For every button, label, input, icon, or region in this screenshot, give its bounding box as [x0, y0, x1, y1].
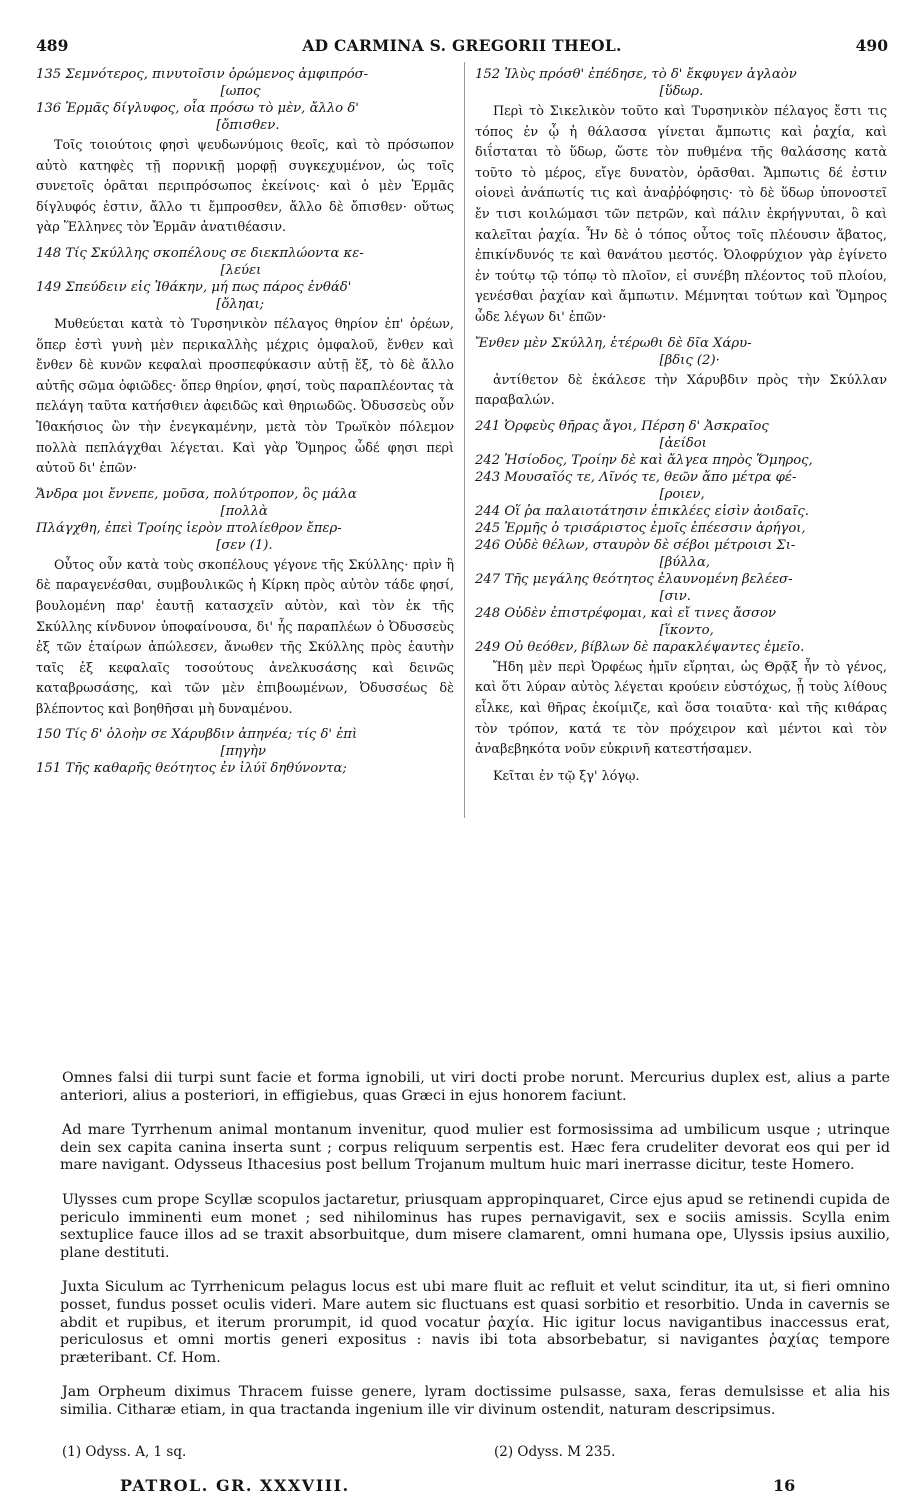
scholion-paragraph: Κεῖται ἐν τῷ ξγ' λόγῳ.	[493, 768, 640, 784]
verse-block: 148 Τίς Σκύλλης σκοπέλους σε διεκπλώοντα κε- [λεύει	[36, 245, 364, 278]
latin-translation	[60, 1070, 890, 1437]
printer-signature: PATROL. GR. XXXVIII.	[120, 1476, 350, 1495]
scholion-paragraph: Ἤδη μὲν περὶ Ὀρφέως ἡμῖν εἴρηται, ὡς Θρᾷξ ἦν τὸ γένος, καὶ ὅτι λύραν αὐτὸς λέγεται κρούειν εὐστόχως, ᾗ τοὺς λίθους εἷλκε, καὶ θῆρας ἐκοίμιζε, καὶ ὅσα τοιαῦτα· καὶ τῆς κιθάρας τὸν τρόπον, κατά τε τὸν πρόχειρον καὶ μέντοι καὶ τὸν ἀναβεβηκότα νοῦν εὐκρινῆ κατεστήσαμεν.	[475, 659, 892, 758]
right-greek-column	[475, 66, 892, 793]
verse-block: 150 Τίς δ' ὀλοὴν σε Χάρυβδιν ἀπηνέα; τίς δ' ἐπὶ [πηγὴν 151 Τῆς καθαρῆς θεότητος ἐν ἰλύϊ δηθύνοντα;	[36, 727, 358, 777]
scholion-paragraph: ἀντίθετον δὲ ἐκάλεσε τὴν Χάρυβδιν πρὸς τὴν Σκύλλαν παραβαλών.	[475, 372, 892, 409]
footnote-2: (2) Odyss. M 235.	[494, 1444, 616, 1460]
verse-block: 136 Ἑρμᾶς δίγλυφος, οἷα πρόσω τὸ μὲν, ἄλλο δ' [ὄπισθεν.	[36, 101, 359, 133]
column-divider	[464, 62, 465, 818]
homer-quotation: Ἄνδρα μοι ἔννεπε, μοῦσα, πολύτροπον, ὃς μάλα [πολλὰ Πλάγχθη, ἐπεὶ Τροίης ἱερὸν πτολίεθρον ἔπερ- [σεν (1).	[36, 486, 357, 553]
scholion-paragraph: Οὗτος οὖν κατὰ τοὺς σκοπέλους γέγονε τῆς Σκύλλης· πρὶν ἢ δὲ παραγενέσθαι, συμβουλικῶς ἡ Κίρκη πρὸς αὐτὸν τάδε φησί, βουλομένη παρ' ἑαυτῇ κατασχεῖν αὐτὸν, καὶ τὸν ἐκ τῆς Σκύλλης κίνδυνον ὑποφαίνουσα, δι' ἧς παραπλέων ὁ Ὀδυσσεὺς ἐξ τῶν ἑταίρων ἀπώλεσεν, ἄνωθεν τῆς Σκύλλης πρὸς ἑαυτὴν ταῖς ἐξ κεφαλαῖς τοσούτους ἀνελκυσάσης καὶ δεινῶς καταβρωσάσης, καὶ τῶν μὲν ἐπιβοωμένων, Ὀδυσσέως δὲ βλέποντος καὶ βοηθῆσαι μὴ δυναμένου.	[36, 557, 459, 717]
latin-paragraph: Jam Orpheum diximus Thracem fuisse genere, lyram doctissime pulsasse, saxa, feras demulsisse et alia his similia. Citharæ etiam, in qua tractanda ingenium ille vir divinum ostendit, naturam descripsimus.	[60, 1384, 890, 1418]
verse-block: 241 Ὀρφεὺς θῆρας ἄγοι, Πέρση δ' Ἀσκραῖος [ἀείδοι 242 Ἡσίοδος, Τροίην δὲ καὶ ἄλγεα πηρὸς Ὅμηρος, 243 Μουσαῖός τε, Λῖνός τε, θεῶν ἄπο μέτρα φέ- [ροιεν, 244 Οἵ ῥα παλαιοτάτησιν ἐπικλέες εἰσὶν ἀοιδαῖς. 245 Ἑρμῆς ὁ τρισάριστος ἐμοῖς ἐπέεσσιν ἀρήγοι, 246 Οὐδὲ θέλων, σταυρὸν δὲ σέβοι μέτροισι Σι- [βύλλα, 247 Τῆς μεγάλης θεότητος ἐλαυνομένη βελέεσ- [σιν. 248 Οὐδὲν ἐπιστρέφομαι, καὶ εἴ τινες ἄσσον [ἵκοντο, 249 Οὐ θεόθεν, βίβλων δὲ παρακλέψαντες ἐμεῖο.	[475, 418, 813, 655]
verse-block: 135 Σεμνότερος, πινυτοῖσιν ὁρώμενος ἀμφιπρόσ- [ωπος	[36, 67, 369, 99]
scholion-paragraph: Μυθεύεται κατὰ τὸ Τυρσηνικὸν πέλαγος θηρίον ἐπ' ὀρέων, ὅπερ ἐστὶ γυνὴ μὲν περικαλλὴς μέχρις ὀμφαλοῦ, ἔνθεν καὶ ἔνθεν δὲ κυνῶν κεφαλαὶ προσπεφύκασιν αὐτῇ ἕξ, τὸ δὲ ἄλλο αὐτῆς σῶμα ὀφιῶδες· ὅπερ θηρίον, φησί, τοὺς παραπλέοντας τὰ πελάγη ταῦτα κατήσθιεν ἀφειδῶς καὶ θηριωδῶς. Ὀδυσσεὺς οὖν Ἰθακήσιος ὢν τὴν ἐνεγκαμένην, μετὰ τὸν Τρωϊκὸν πόλεμον πολλὰ πεπλάγχθαι λέγεται. Καὶ γὰρ Ὅμηρος ὧδέ φησι περὶ αὐτοῦ δι' ἐπῶν·	[36, 316, 459, 477]
running-title: AD CARMINA S. GREGORII THEOL.	[302, 36, 622, 55]
footnote-1: (1) Odyss. A, 1 sq.	[62, 1444, 187, 1460]
verse-block: 149 Σπεύδειν εἰς Ἰθάκην, μή πως πάρος ἐνθάδ' [ὄληαι;	[36, 279, 352, 312]
left-greek-column	[36, 66, 459, 777]
latin-paragraph: Ad mare Tyrrhenum animal montanum invenitur, quod mulier est formosissima ad umbilicum usque ; utrinque dein sex capita canina inserta sunt ; corpus reliquum serpentis est. Hæc fera crudeliter devorat eos qui per id mare navigant. Odysseus Ithacesius post bellum Trojanum multum huic mari inerrasse dicitur, teste Homero.	[60, 1122, 890, 1174]
verse-block: 152 Ἰλὺς πρόσθ' ἐπέδησε, τὸ δ' ἔκφυγεν ἀγλαὸν [ὕδωρ.	[475, 67, 797, 99]
scholion-paragraph: Τοῖς τοιούτοις φησὶ ψευδωνύμοις θεοῖς, καὶ τὸ πρόσωπον αὐτὸ κατηφὲς τῇ πορνικῇ μορφῇ συγκεχυμένον, ὡς τοῖς συνετοῖς ὁρᾶται περιπρόσωπος ἐκείνοις· καὶ ὁ μὲν Ἑρμᾶς δίγλυφός ἐστιν, ἄλλο τι ἔμπροσθεν, ἄλλο δὲ ὄπισθεν· οὕτως γὰρ Ἕλληνες τὸν Ἑρμᾶν ἀνατιθέασιν.	[36, 138, 459, 236]
page-header	[36, 36, 888, 58]
right-page-number: 490	[855, 36, 888, 55]
sheet-number: 16	[773, 1476, 796, 1495]
scholion-paragraph: Περὶ τὸ Σικελικὸν τοῦτο καὶ Τυρσηνικὸν πέλαγος ἔστι τις τόπος ἐν ᾧ ἡ θάλασσα γίνεται ἄμπωτις καὶ ῥαχία, καὶ διΐσταται τὸ ὕδωρ, ὥστε τὸν πυθμένα τῆς θαλάσσης κατὰ τοῦτο τὸ μέρος, εἴγε δυνατὸν, ὁρᾶσθαι. Ἄμπωτις δέ ἐστιν οἱονεὶ ἀνάπωτίς τις καὶ ἀναῤῥόφησις· τὸ δὲ ὕδωρ ὑπονοστεῖ ἔν τισι κοιλώμασι τῶν πετρῶν, καὶ πάλιν ἐκρήγνυται, ὃ καὶ καλεῖται ῥαχία. Ἦν δὲ ὁ τόπος οὗτος τοῖς πλέουσιν ἄβατος, ἐπικίνδυνός τε καὶ θανάτου μεστός. Ὀλοφρύχιον γὰρ ἐγίνετο ἐν τούτῳ τῷ τόπῳ τὸ πλοῖον, εἰ συνέβη πλέοντος τοῦ πλοίου, γενέσθαι ῥαχίαν καὶ ἄμπωτιν. Μέμνηται τούτων καὶ Ὅμηρος ὧδε λέγων δι' ἐπῶν·	[475, 104, 892, 325]
latin-paragraph: Juxta Siculum ac Tyrrhenicum pelagus locus est ubi mare fluit ac refluit et velut scinditur, ita ut, si fieri omnino posset, fundus posset oculis videri. Mare autem sic fluctuans est quasi sorbitio et resorbitio. Unda in cavernis se abdit et rupibus, et iterum prorumpit, id quod vocatur ῥαχία. Hic igitur locus navigantibus inaccessus erat, periculosus et omni mortis generi expositus : navis ibi tota absorbebatur, si navigantes ῥαχίας tempore præteribant. Cf. Hom.	[60, 1279, 890, 1366]
homer-quotation: Ἔνθεν μὲν Σκύλλη, ἑτέρωθι δὲ δῖα Χάρυ- [βδις (2)·	[475, 335, 752, 368]
latin-paragraph: Ulysses cum prope Scyllæ scopulos jactaretur, priusquam appropinquaret, Circe ejus apud se retinendi cupida de periculo imminenti eum monet ; sed nihilominus has rupes pernavigavit, sex e sociis amissis. Scylla enim sextuplice fauce illos ad se traxit absorbuitque, dum misere clamarent, omni humana ope, Ulyssis ipsius auxilio, plane destituti.	[60, 1191, 890, 1261]
left-page-number: 489	[36, 36, 69, 55]
latin-paragraph: Omnes falsi dii turpi sunt facie et forma ignobili, ut viri docti probe norunt. Mercurius duplex est, alius a parte anteriori, alius a posteriori, in effigiebus, quas Græci in ejus honorem faciunt.	[60, 1070, 890, 1104]
